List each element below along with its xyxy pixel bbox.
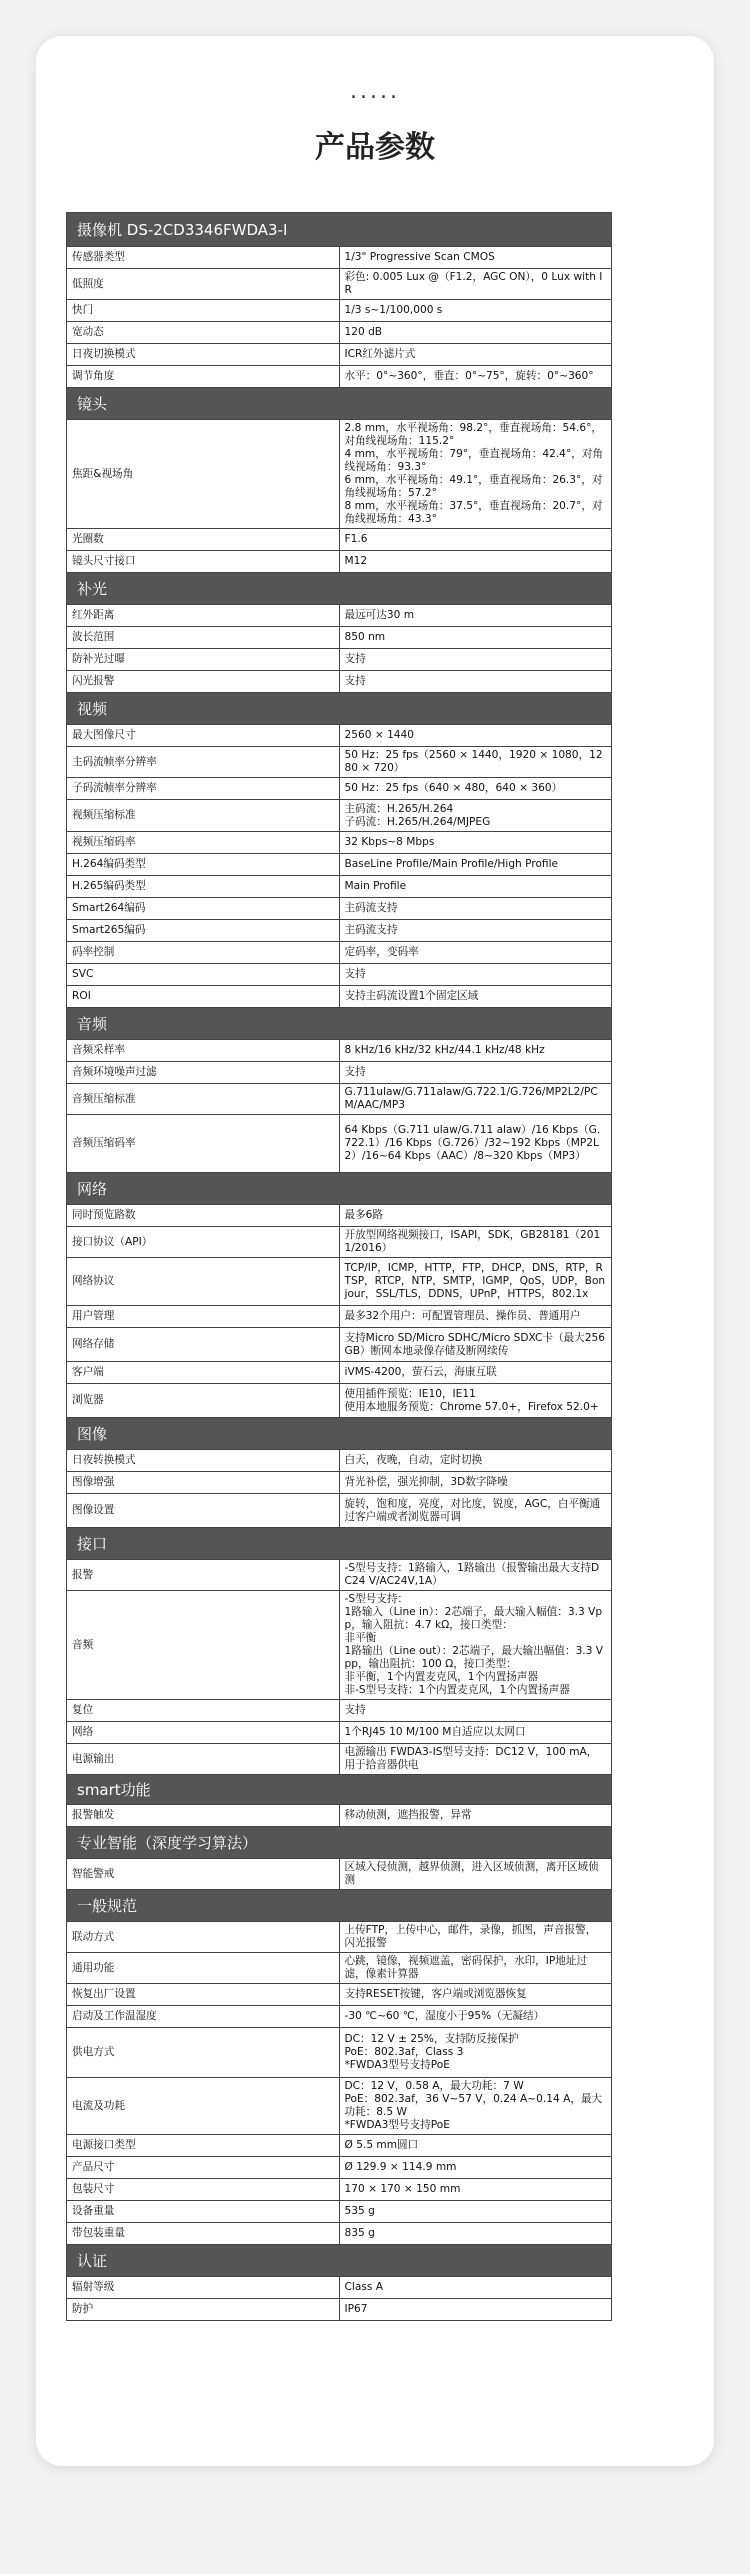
spec-row [67, 2201, 612, 2223]
spec-value [339, 2135, 612, 2157]
spec-label: 光圈数 [67, 529, 340, 551]
section-title: 图像 [67, 1418, 612, 1450]
spec-value-line: 使用插件预览：IE10，IE11 [344, 1387, 476, 1400]
spec-label: 视频压缩标准 [67, 800, 340, 832]
spec-row [67, 1494, 612, 1528]
section-title: 视频 [67, 693, 612, 725]
spec-row [67, 627, 612, 649]
spec-row [67, 1953, 612, 1984]
spec-value [339, 529, 612, 551]
spec-label: ROI [67, 986, 340, 1008]
spec-label: 启动及工作温湿度 [67, 2006, 340, 2028]
spec-row [67, 605, 612, 627]
section-title: 镜头 [67, 388, 612, 420]
spec-value [339, 920, 612, 942]
section-title: 一般规范 [67, 1890, 612, 1922]
spec-value-line: 支持 [344, 968, 366, 980]
spec-value-line: 4 mm，水平视场角：79°，垂直视场角：42.4°，对角线视场角：93.3° [344, 448, 604, 473]
spec-row [67, 876, 612, 898]
spec-value-line: 旋转，饱和度，亮度，对比度，锐度，AGC，白平衡通过客户端或者浏览器可调 [344, 1497, 601, 1523]
spec-value-line: M12 [344, 555, 368, 567]
spec-row [67, 2028, 612, 2078]
section-title: 音频 [67, 1008, 612, 1040]
spec-value-line: 移动侦测，遮挡报警，异常 [344, 1809, 472, 1821]
spec-label: 子码流帧率分辨率 [67, 778, 340, 800]
spec-label: 电源输出 [67, 1744, 340, 1775]
spec-row [67, 942, 612, 964]
spec-value-line: 支持 [344, 675, 366, 687]
spec-value-line: 50 Hz：25 fps（2560 × 1440，1920 × 1080，1280 × 720） [344, 749, 603, 774]
spec-value-line: -S型号支持： [344, 1593, 409, 1605]
spec-value-line: 电源输出 FWDA3-IS型号支持：DC12 V，100 mA，用于拾音器供电 [344, 1746, 598, 1771]
spec-value [339, 2277, 612, 2299]
spec-label: 带包装重量 [67, 2223, 340, 2245]
spec-row [67, 1205, 612, 1227]
spec-row [67, 551, 612, 573]
spec-label: 辐射等级 [67, 2277, 340, 2299]
spec-row [67, 671, 612, 693]
section-header [67, 1418, 612, 1450]
spec-label: 电流及功耗 [67, 2078, 340, 2135]
spec-value-line: 彩色: 0.005 Lux @（F1.2，AGC ON），0 Lux with IR [344, 271, 603, 296]
spec-row [67, 964, 612, 986]
spec-value-line: 64 Kbps（G.711 ulaw/G.711 alaw）/16 Kbps（G.722.1）/16 Kbps（G.726）/32~192 Kbps（MP2L2）/16~64 Kbps（AAC）/8~320 Kbps（MP3） [344, 1124, 601, 1162]
spec-value [339, 1384, 612, 1418]
spec-row [67, 420, 612, 529]
spec-value [339, 2006, 612, 2028]
spec-label: 音频 [67, 1591, 340, 1700]
spec-value-line: BaseLine Profile/Main Profile/High Profile [344, 858, 559, 870]
spec-value [339, 964, 612, 986]
spec-row [67, 898, 612, 920]
spec-row [67, 1700, 612, 1722]
spec-value [339, 2299, 612, 2321]
spec-label: 焦距&视场角 [67, 420, 340, 529]
spec-row [67, 800, 612, 832]
spec-value-line: PoE：802.3af，Class 3 [344, 2046, 464, 2058]
spec-row [67, 529, 612, 551]
spec-value-line: 支持 [344, 653, 366, 665]
spec-label: 音频采样率 [67, 1040, 340, 1062]
spec-row [67, 649, 612, 671]
spec-value [339, 1472, 612, 1494]
spec-value [339, 1953, 612, 1984]
section-header [67, 2245, 612, 2277]
spec-row [67, 344, 612, 366]
spec-value-line: 32 Kbps~8 Mbps [344, 836, 435, 848]
spec-label: 浏览器 [67, 1384, 340, 1418]
spec-label: SVC [67, 964, 340, 986]
spec-value-line: 850 nm [344, 631, 386, 643]
spec-value-line: ICR红外滤片式 [344, 348, 416, 360]
spec-value [339, 2179, 612, 2201]
spec-value [339, 2157, 612, 2179]
spec-value-line: 非平衡 [344, 1632, 377, 1644]
spec-label: 联动方式 [67, 1922, 340, 1953]
spec-value [339, 725, 612, 747]
spec-label: 智能警戒 [67, 1859, 340, 1890]
spec-value [339, 854, 612, 876]
spec-label: 电源接口类型 [67, 2135, 340, 2157]
section-title: 补光 [67, 573, 612, 605]
spec-label: 通用功能 [67, 1953, 340, 1984]
spec-value-line: 心跳，镜像，视频遮盖，密码保护，水印，IP地址过滤，像素计算器 [344, 1955, 588, 1980]
spec-row [67, 1984, 612, 2006]
section-title: 接口 [67, 1528, 612, 1560]
spec-row [67, 1062, 612, 1084]
spec-value [339, 344, 612, 366]
spec-table [66, 212, 612, 2321]
spec-value [339, 1084, 612, 1115]
spec-label: 低照度 [67, 269, 340, 300]
spec-value [339, 747, 612, 778]
spec-label: 网络协议 [67, 1258, 340, 1306]
spec-value [339, 605, 612, 627]
spec-value [339, 1328, 612, 1362]
section-title: smart功能 [67, 1775, 612, 1805]
spec-row [67, 322, 612, 344]
spec-row [67, 1722, 612, 1744]
spec-value-line: -S型号支持：1路输入，1路输出（报警输出最大支持DC24 V/AC24V,1A） [344, 1562, 600, 1587]
spec-label: 最大图像尺寸 [67, 725, 340, 747]
spec-value-line: 支持 [344, 1066, 366, 1078]
spec-value-line: 上传FTP，上传中心，邮件，录像，抓图，声音报警，闪光报警 [344, 1924, 597, 1949]
spec-row [67, 854, 612, 876]
section-header [67, 693, 612, 725]
spec-row [67, 2006, 612, 2028]
spec-row [67, 1922, 612, 1953]
spec-value-line: 支持 [344, 1704, 366, 1716]
section-header [67, 213, 612, 247]
spec-row [67, 2157, 612, 2179]
spec-value-line: 6 mm，水平视场角：49.1°，垂直视场角：26.3°，对角线视场角：57.2° [344, 474, 603, 499]
spec-row [67, 1450, 612, 1472]
spec-label: 传感器类型 [67, 247, 340, 269]
spec-row [67, 747, 612, 778]
spec-label: 镜头尺寸接口 [67, 551, 340, 573]
spec-value [339, 1722, 612, 1744]
spec-value-line: 170 × 170 × 150 mm [344, 2183, 461, 2195]
spec-label: 同时预览路数 [67, 1205, 340, 1227]
spec-value [339, 1984, 612, 2006]
spec-row [67, 725, 612, 747]
spec-value-line: Ø 5.5 mm圆口 [344, 2139, 419, 2151]
spec-row [67, 1306, 612, 1328]
spec-value-line: 8 mm，水平视场角：37.5°，垂直视场角：20.7°，对角线视场角：43.3° [344, 500, 603, 525]
spec-row [67, 1362, 612, 1384]
spec-value-line: 开放型网络视频接口，ISAPI，SDK，GB28181（2011/2016） [344, 1229, 601, 1254]
spec-label: Smart265编码 [67, 920, 340, 942]
section-header [67, 1775, 612, 1805]
spec-value [339, 1591, 612, 1700]
spec-label: 音频压缩码率 [67, 1115, 340, 1173]
spec-value-line: 主码流：H.265/H.264 [344, 802, 454, 815]
spec-row [67, 920, 612, 942]
spec-label: 网络存储 [67, 1328, 340, 1362]
spec-label: H.264编码类型 [67, 854, 340, 876]
spec-value [339, 1258, 612, 1306]
spec-value [339, 1115, 612, 1173]
spec-value [339, 1450, 612, 1472]
spec-label: 图像增强 [67, 1472, 340, 1494]
spec-row [67, 1328, 612, 1362]
spec-value-line: 835 g [344, 2227, 375, 2239]
spec-value-line: 最多6路 [344, 1209, 384, 1221]
spec-label: 防补光过曝 [67, 649, 340, 671]
spec-value-line: IP67 [344, 2303, 368, 2315]
spec-value [339, 322, 612, 344]
spec-value [339, 832, 612, 854]
spec-value [339, 627, 612, 649]
spec-value [339, 671, 612, 693]
section-header [67, 1827, 612, 1859]
spec-row [67, 1384, 612, 1418]
spec-row [67, 1258, 612, 1306]
spec-value-line: 水平：0°~360°，垂直：0°~75°，旋转：0°~360° [344, 370, 594, 382]
section-header [67, 388, 612, 420]
section-header [67, 1528, 612, 1560]
spec-value [339, 551, 612, 573]
spec-value-line: 120 dB [344, 326, 383, 338]
spec-label: Smart264编码 [67, 898, 340, 920]
spec-row [67, 2179, 612, 2201]
page-title: 产品参数 [315, 130, 435, 165]
spec-label: 供电方式 [67, 2028, 340, 2078]
spec-value [339, 420, 612, 529]
spec-value [339, 2201, 612, 2223]
spec-value-line: 2560 × 1440 [344, 729, 415, 741]
spec-label: 音频环境噪声过滤 [67, 1062, 340, 1084]
spec-label: 报警 [67, 1560, 340, 1591]
spec-label: 网络 [67, 1722, 340, 1744]
spec-label: 复位 [67, 1700, 340, 1722]
spec-label: 日夜切换模式 [67, 344, 340, 366]
spec-label: H.265编码类型 [67, 876, 340, 898]
spec-value [339, 1227, 612, 1258]
spec-row [67, 1591, 612, 1700]
spec-row [67, 1084, 612, 1115]
spec-value [339, 2223, 612, 2245]
spec-row [67, 778, 612, 800]
spec-label: 波长范围 [67, 627, 340, 649]
spec-row [67, 2135, 612, 2157]
spec-label: 视频压缩码率 [67, 832, 340, 854]
spec-value-line: 1/3 s~1/100,000 s [344, 304, 443, 316]
spec-value-line: 1/3" Progressive Scan CMOS [344, 251, 495, 263]
spec-value-line: DC：12 V，0.58 A，最大功耗：7 W [344, 2080, 524, 2092]
spec-label: 码率控制 [67, 942, 340, 964]
spec-value-line: 8 kHz/16 kHz/32 kHz/44.1 kHz/48 kHz [344, 1044, 545, 1056]
spec-value [339, 2028, 612, 2078]
spec-value-line: *FWDA3型号支持PoE [344, 2119, 450, 2131]
spec-label: 快门 [67, 300, 340, 322]
spec-value-line: 背光补偿，强光抑制，3D数字降噪 [344, 1476, 508, 1488]
spec-row [67, 2223, 612, 2245]
spec-value-line: iVMS-4200，萤石云，海康互联 [344, 1366, 497, 1378]
spec-value [339, 366, 612, 388]
spec-value-line: 最远可达30 m [344, 609, 415, 621]
section-header [67, 1173, 612, 1205]
spec-value-line: PoE：802.3af，36 V~57 V，0.24 A~0.14 A，最大功耗：8.5 W [344, 2093, 603, 2118]
spec-row [67, 1472, 612, 1494]
spec-value-line: Ø 129.9 × 114.9 mm [344, 2161, 457, 2173]
section-header [67, 1008, 612, 1040]
spec-value-line: Main Profile [344, 880, 407, 892]
spec-label: 主码流帧率分辨率 [67, 747, 340, 778]
spec-table-body [67, 213, 612, 2321]
spec-value [339, 1859, 612, 1890]
spec-value [339, 898, 612, 920]
spec-row [67, 1560, 612, 1591]
spec-value [339, 876, 612, 898]
spec-value [339, 300, 612, 322]
spec-value [339, 1744, 612, 1775]
spec-value-line: 区域入侵侦测，越界侦测，进入区域侦测，离开区域侦测 [344, 1861, 599, 1886]
spec-label: 调节角度 [67, 366, 340, 388]
spec-value-line: 50 Hz：25 fps（640 × 480，640 × 360） [344, 782, 563, 794]
spec-value-line: *FWDA3型号支持PoE [344, 2059, 450, 2071]
spec-row [67, 1744, 612, 1775]
spec-row [67, 2277, 612, 2299]
spec-row [67, 247, 612, 269]
spec-value [339, 1922, 612, 1953]
spec-value-line: 1路输出（Line out）：2芯端子，最大输出幅值：3.3 Vpp，输出阻抗：100 Ω，接口类型： [344, 1645, 604, 1670]
spec-label: 包装尺寸 [67, 2179, 340, 2201]
spec-row [67, 1805, 612, 1827]
spec-value-line: 主码流支持 [344, 902, 398, 914]
spec-value-line: G.711ulaw/G.711alaw/G.722.1/G.726/MP2L2/PCM/AAC/MP3 [344, 1086, 598, 1111]
spec-value [339, 1700, 612, 1722]
spec-value-line: F1.6 [344, 533, 368, 545]
spec-label: 闪光报警 [67, 671, 340, 693]
spec-value-line: 2.8 mm，水平视场角：98.2°，垂直视场角：54.6°，对角线视场角：115.2° [344, 422, 603, 447]
spec-row [67, 2299, 612, 2321]
spec-value [339, 1805, 612, 1827]
spec-value [339, 649, 612, 671]
spec-value-line: 1路输入（Line in）：2芯端子，最大输入幅值：3.3 Vpp，输入阻抗：4.7 kΩ，接口类型： [344, 1606, 603, 1631]
spec-value-line: 子码流：H.265/H.264/MJPEG [344, 815, 491, 828]
spec-value [339, 1362, 612, 1384]
spec-value [339, 2078, 612, 2135]
spec-row [67, 986, 612, 1008]
section-title: 网络 [67, 1173, 612, 1205]
spec-value-line: 支持RESET按键，客户端或浏览器恢复 [344, 1988, 527, 2000]
spec-value-line: 1个RJ45 10 M/100 M自适应以太网口 [344, 1726, 526, 1738]
spec-row [67, 1115, 612, 1173]
spec-label: 恢复出厂设置 [67, 1984, 340, 2006]
spec-label: 红外距离 [67, 605, 340, 627]
spec-label: 防护 [67, 2299, 340, 2321]
spec-value-line: 支持主码流设置1个固定区域 [344, 990, 479, 1002]
spec-value [339, 1306, 612, 1328]
spec-row [67, 1859, 612, 1890]
spec-value-line: 白天，夜晚，自动，定时切换 [344, 1454, 483, 1466]
spec-label: 用户管理 [67, 1306, 340, 1328]
spec-label: 音频压缩标准 [67, 1084, 340, 1115]
spec-value-line: 535 g [344, 2205, 375, 2217]
spec-value [339, 269, 612, 300]
section-header [67, 573, 612, 605]
spec-label: 接口协议（API） [67, 1227, 340, 1258]
spec-value [339, 1205, 612, 1227]
spec-value-line: Class A [344, 2281, 383, 2293]
spec-row [67, 1040, 612, 1062]
spec-value [339, 942, 612, 964]
spec-value-line: 使用本地服务预览：Chrome 57.0+，Firefox 52.0+ [344, 1400, 599, 1413]
spec-value-line: 非-S型号支持：1个内置麦克风，1个内置扬声器 [344, 1684, 570, 1696]
spec-value [339, 1494, 612, 1528]
section-title: 专业智能（深度学习算法） [67, 1827, 612, 1859]
spec-label: 客户端 [67, 1362, 340, 1384]
spec-label: 产品尺寸 [67, 2157, 340, 2179]
spec-value [339, 1062, 612, 1084]
spec-value-line: 主码流支持 [344, 924, 398, 936]
spec-row [67, 1227, 612, 1258]
section-title: 认证 [67, 2245, 612, 2277]
spec-value [339, 986, 612, 1008]
spec-label: 图像设置 [67, 1494, 340, 1528]
spec-value-line: 定码率，变码率 [344, 946, 419, 958]
spec-value-line: TCP/IP，ICMP，HTTP，FTP，DHCP，DNS，RTP，RTSP，RTCP，NTP，SMTP，IGMP，QoS，UDP，Bonjour，SSL/TLS，DDNS，UPnP，HTTPS，802.1x [344, 1262, 606, 1300]
spec-value [339, 247, 612, 269]
spec-label: 报警触发 [67, 1805, 340, 1827]
spec-value [339, 1560, 612, 1591]
spec-value [339, 800, 612, 832]
section-title: 摄像机 DS-2CD3346FWDA3-I [67, 213, 612, 247]
spec-value-line: 最多32个用户：可配置管理员、操作员、普通用户 [344, 1310, 581, 1322]
section-header [67, 1890, 612, 1922]
spec-value-line: -30 ℃~60 ℃，湿度小于95%（无凝结） [344, 2010, 545, 2022]
spec-value [339, 1040, 612, 1062]
spec-value-line: DC：12 V ± 25%，支持防反接保护 [344, 2033, 519, 2045]
spec-label: 日夜转换模式 [67, 1450, 340, 1472]
spec-row [67, 832, 612, 854]
spec-label: 设备重量 [67, 2201, 340, 2223]
spec-row [67, 2078, 612, 2135]
spec-row [67, 269, 612, 300]
spec-value-line: 支持Micro SD/Micro SDHC/Micro SDXC卡（最大256 GB）断网本地录像存储及断网续传 [344, 1331, 605, 1357]
spec-value-line: 非平衡，1个内置麦克风，1个内置扬声器 [344, 1671, 539, 1683]
spec-value [339, 778, 612, 800]
decorative-dots: ..... [350, 79, 400, 104]
spec-row [67, 366, 612, 388]
spec-label: 宽动态 [67, 322, 340, 344]
spec-row [67, 300, 612, 322]
